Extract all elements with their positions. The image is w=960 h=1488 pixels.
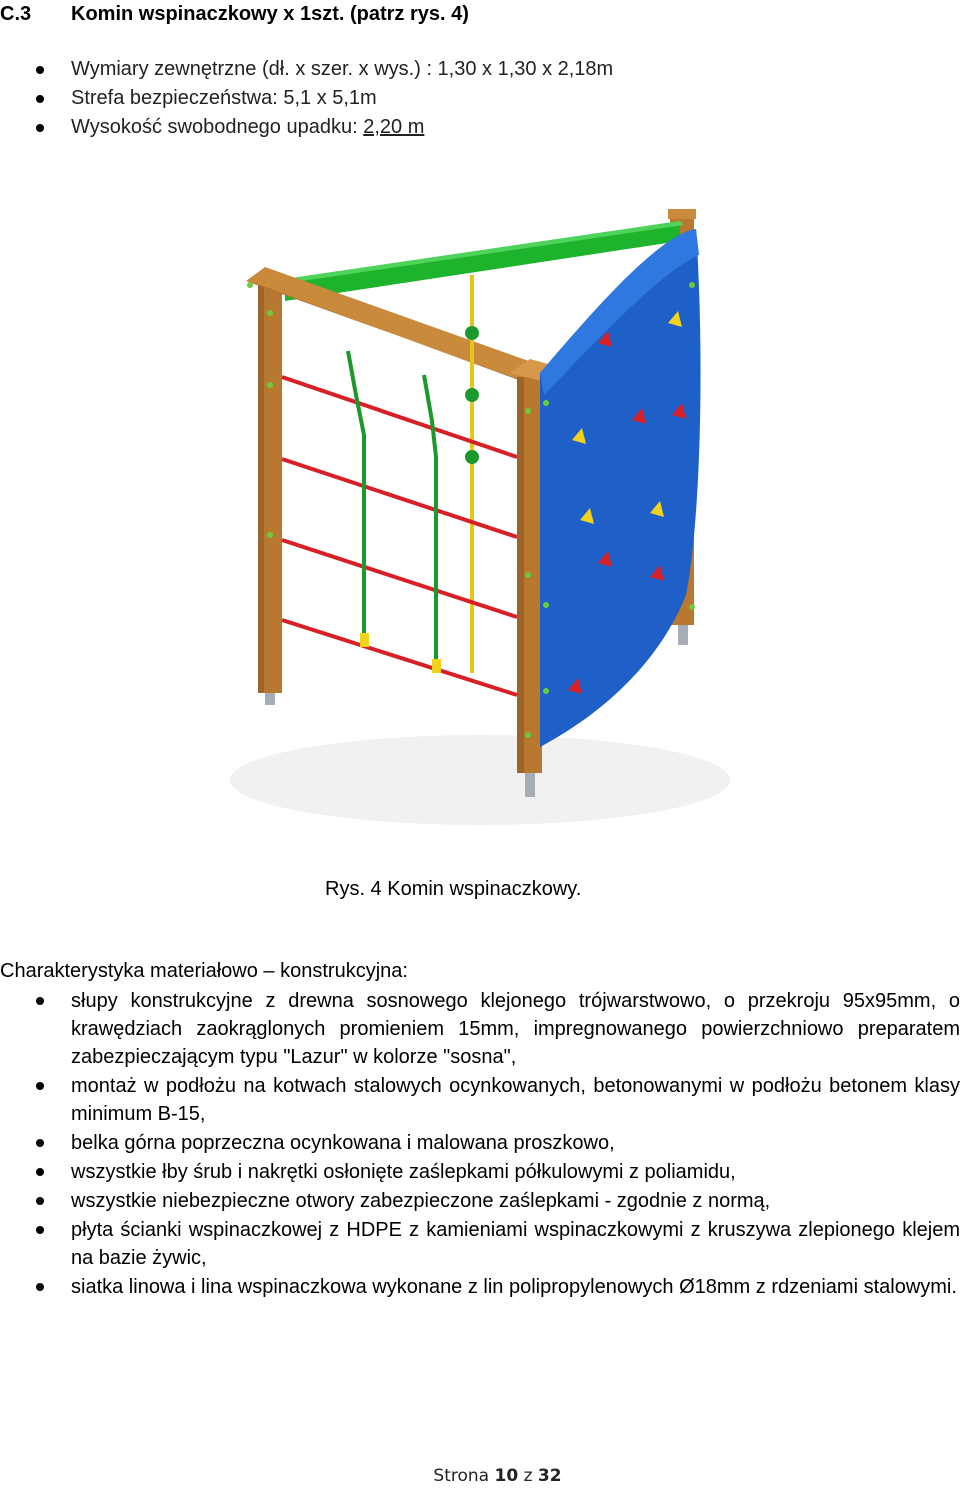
bullet-icon <box>36 1139 44 1147</box>
bullet-icon <box>36 95 44 103</box>
list-item <box>0 1216 960 1272</box>
bullet-icon <box>36 124 44 132</box>
characteristic-text: siatka linowa i lina wspinaczkowa wykonane z lin polipropylenowych Ø18mm z rdzeniami stalowymi. <box>71 1276 957 1298</box>
list-item <box>0 84 960 113</box>
characteristic-text: płyta ścianki wspinaczkowej z HDPE z kamieniami wspinaczkowymi z kruszywa zlepionego klejem na bazie żywic, <box>71 1219 960 1269</box>
page-total: 32 <box>537 1466 562 1486</box>
page-footer <box>0 1466 960 1486</box>
section-heading <box>0 0 960 28</box>
footer-prefix: Strona <box>433 1466 495 1486</box>
climbing-chimney-figure <box>210 195 750 855</box>
characteristic-text: montaż w podłożu na kotwach stalowych ocynkowanych, betonowanymi w podłożu betonem klasy minimum B-15, <box>71 1075 960 1125</box>
list-item <box>0 1158 960 1186</box>
section-number: C.3 <box>0 3 32 25</box>
climbing-chimney-illustration <box>210 195 750 855</box>
bullet-icon <box>36 66 44 74</box>
dimension-text: Strefa bezpieczeństwa: 5,1 x 5,1m <box>71 87 377 109</box>
list-item <box>0 113 960 142</box>
fall-height-value: 2,20 m <box>363 116 425 138</box>
dimension-text: Wymiary zewnętrzne (dł. x szer. x wys.) : 1,30 x 1,30 x 2,18m <box>71 58 614 80</box>
characteristics-list <box>0 987 960 1302</box>
list-item <box>0 55 960 84</box>
list-item <box>0 1273 960 1301</box>
bullet-icon <box>36 1283 44 1291</box>
bullet-icon <box>36 1082 44 1090</box>
characteristic-text: belka górna poprzeczna ocynkowana i malowana proszkowo, <box>71 1132 615 1154</box>
list-item <box>0 1072 960 1128</box>
dimensions-list <box>0 55 960 142</box>
bullet-icon <box>36 1226 44 1234</box>
list-item <box>0 987 960 1071</box>
section-title: Komin wspinaczkowy x 1szt. (patrz rys. 4) <box>71 3 469 25</box>
figure-caption: Rys. 4 Komin wspinaczkowy. <box>325 878 582 900</box>
characteristic-text: słupy konstrukcyjne z drewna sosnowego klejonego trójwarstwowo, o przekroju 95x95mm, o krawędziach zaokrąglonych promieniem 15mm, impregnowanego powierzchniowo preparatem zabezpieczającym typu "Lazur" w kolorze "sosna", <box>71 990 960 1068</box>
characteristics-title: Charakterystyka materiałowo – konstrukcyjna: <box>0 960 408 982</box>
bullet-icon <box>36 1168 44 1176</box>
list-item <box>0 1187 960 1215</box>
characteristic-text: wszystkie niebezpieczne otwory zabezpieczone zaślepkami - zgodnie z normą, <box>71 1190 771 1212</box>
footer-mid: z <box>518 1466 538 1486</box>
characteristic-text: wszystkie łby śrub i nakrętki osłonięte zaślepkami półkulowymi z poliamidu, <box>71 1161 736 1183</box>
bullet-icon <box>36 1197 44 1205</box>
page-number: 10 <box>494 1466 519 1486</box>
dimension-text: Wysokość swobodnego upadku: <box>71 116 364 138</box>
list-item <box>0 1129 960 1157</box>
bullet-icon <box>36 997 44 1005</box>
